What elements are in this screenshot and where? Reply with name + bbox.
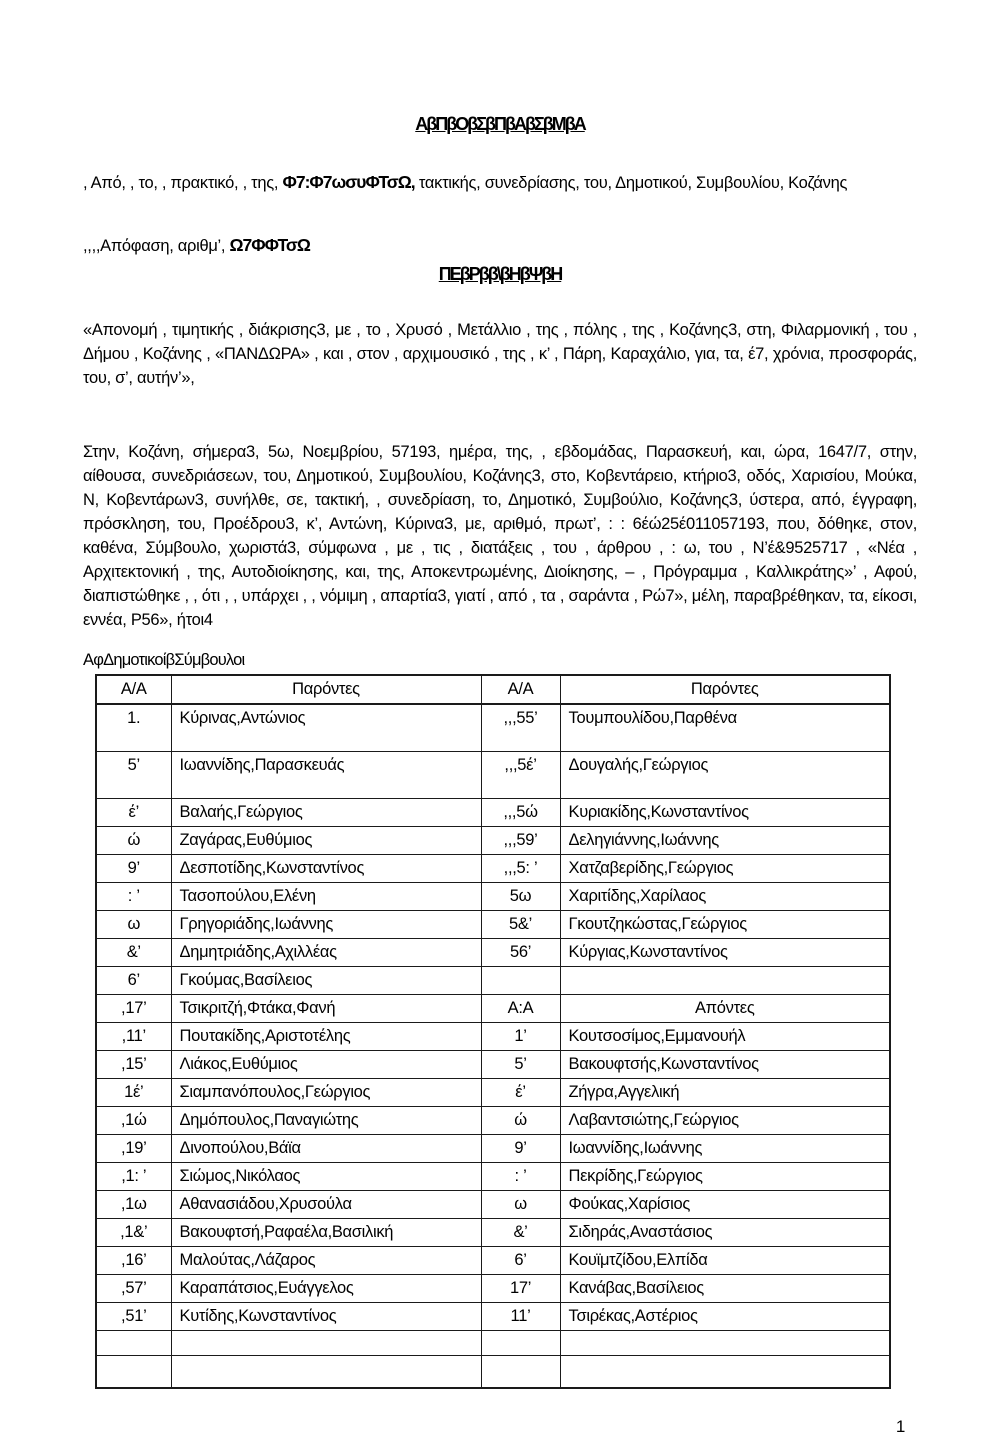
cell-member-number: ,,,5ώ — [481, 799, 560, 827]
cell-member-number: &’ — [96, 939, 171, 967]
cell-member-name — [171, 1356, 481, 1389]
cell-member-number: ,,,59’ — [481, 827, 560, 855]
table-row — [96, 855, 890, 883]
cell-member-name: Φούκας,Χαρίσιος — [560, 1191, 890, 1219]
cell-member-number: ω — [481, 1191, 560, 1219]
award-quote-paragraph: «Απονομή , τιμητικής , διάκρισης3, με , το , Χρυσό , Μετάλλιο , της , πόλης , της , Κοζάνης3, στη, Φιλαρμονική , του , Δήμου , Κοζάνης , «ΠΑΝΔΩΡΑ» , και , στον , αρχιμουσικό , της , κ’ , Πάρη, Καραχάλιο, για, τα, έ7, χρόνια, προσφοράς, του, σ’, αυτήν’», — [83, 321, 917, 387]
cell-member-name: Τουμπουλίδου,Παρθένα — [560, 704, 890, 752]
cell-member-name: Χατζαβερίδης,Γεώργιος — [560, 855, 890, 883]
table-row — [96, 1051, 890, 1079]
cell-member-number: : ’ — [96, 883, 171, 911]
table-row — [96, 1247, 890, 1275]
cell-member-name — [171, 1331, 481, 1356]
cell-member-number: ,,,5: ’ — [481, 855, 560, 883]
cell-member-name: Γρηγοριάδης,Ιωάννης — [171, 911, 481, 939]
table-row — [96, 911, 890, 939]
cell-member-name: Λαβαντσιώτης,Γεώργιος — [560, 1107, 890, 1135]
cell-member-name: Δημόπουλος,Παναγιώτης — [171, 1107, 481, 1135]
decision-number-line — [83, 233, 917, 258]
table-row — [96, 1079, 890, 1107]
cell-member-number: 56’ — [481, 939, 560, 967]
cell-member-number: ,17’ — [96, 995, 171, 1023]
council-members-table — [95, 674, 891, 1389]
cell-member-name: Κύργιας,Κωνσταντίνος — [560, 939, 890, 967]
table-body — [96, 704, 890, 1388]
table-row — [96, 1023, 890, 1051]
cell-member-number: 9’ — [96, 855, 171, 883]
page-number: 1 — [895, 1417, 905, 1436]
cell-member-name: Ζαγάρας,Ευθύμιος — [171, 827, 481, 855]
cell-member-name: Βακουφτσή,Ραφαέλα,Βασιλική — [171, 1219, 481, 1247]
table-row — [96, 1331, 890, 1356]
cell-member-name: Δεσποτίδης,Κωνσταντίνος — [171, 855, 481, 883]
cell-member-number: ,19’ — [96, 1135, 171, 1163]
cell-member-name: Δημητριάδης,Αχιλλέας — [171, 939, 481, 967]
table-header-row — [96, 675, 890, 704]
table-row — [96, 967, 890, 995]
cell-member-number: ,1ώ — [96, 1107, 171, 1135]
cell-member-number: ώ — [96, 827, 171, 855]
cell-member-number: 1έ’ — [96, 1079, 171, 1107]
cell-member-name: Γκουτζηκώστας,Γεώργιος — [560, 911, 890, 939]
header-cell-present-left: Παρόντες — [171, 675, 481, 704]
table-row — [96, 752, 890, 799]
cell-member-number: ,51’ — [96, 1303, 171, 1331]
table-row — [96, 799, 890, 827]
cell-member-name: Δινοπούλου,Βάϊα — [171, 1135, 481, 1163]
cell-member-number: ώ — [481, 1107, 560, 1135]
header-cell-aa-left: Α/Α — [96, 675, 171, 704]
cell-member-number: ,11’ — [96, 1023, 171, 1051]
cell-member-number: &’ — [481, 1219, 560, 1247]
cell-member-name: Καραπάτσιος,Ευάγγελος — [171, 1275, 481, 1303]
cell-member-name: Ιωαννίδης,Παρασκευάς — [171, 752, 481, 799]
cell-member-name: Σιδηράς,Αναστάσιος — [560, 1219, 890, 1247]
cell-member-name: Χαριτίδης,Χαρίλαος — [560, 883, 890, 911]
cell-member-name: Μαλούτας,Λάζαρος — [171, 1247, 481, 1275]
decision-text-pre: ,,,,Απόφαση, αριθμ’, — [83, 237, 230, 255]
cell-member-name — [560, 1331, 890, 1356]
table-row — [96, 1356, 890, 1389]
decision-text-bold: Ω7ΦΦΤσΩ — [229, 235, 310, 255]
cell-member-number — [481, 1331, 560, 1356]
cell-member-name: Τσικριτζή,Φτάκα,Φανή — [171, 995, 481, 1023]
cell-member-number: ,1: ’ — [96, 1163, 171, 1191]
cell-member-number: Α:Α — [481, 995, 560, 1023]
cell-member-name: Τασοπούλου,Ελένη — [171, 883, 481, 911]
header-cell-present-right: Παρόντες — [560, 675, 890, 704]
intro-text-pre: , Από, , το, , πρακτικό, , της, — [83, 174, 283, 192]
intro-text-bold: Φ7:Φ7ωσυΦΤσΩ, — [282, 172, 415, 192]
document-title: ΑβΠβΟβΣβΠβΑβΣβΜβΑ — [415, 114, 585, 134]
cell-member-number: 6’ — [96, 967, 171, 995]
cell-member-name: Βαλαής,Γεώργιος — [171, 799, 481, 827]
cell-member-number — [481, 967, 560, 995]
table-row — [96, 1135, 890, 1163]
cell-member-name: Κύρινας,Αντώνιος — [171, 704, 481, 752]
cell-member-name: Τσιρέκας,Αστέριος — [560, 1303, 890, 1331]
table-row — [96, 1303, 890, 1331]
cell-member-name: Λιάκος,Ευθύμιος — [171, 1051, 481, 1079]
cell-member-number: ,1&’ — [96, 1219, 171, 1247]
cell-member-name: Ιωαννίδης,Ιωάννης — [560, 1135, 890, 1163]
cell-member-number: έ’ — [96, 799, 171, 827]
cell-member-number: ,,,55’ — [481, 704, 560, 752]
cell-member-number: ,1ω — [96, 1191, 171, 1219]
cell-member-number: 17’ — [481, 1275, 560, 1303]
cell-member-name: Αθανασιάδου,Χρυσούλα — [171, 1191, 481, 1219]
cell-member-name: Κουτσοσίμος,Εμμανουήλ — [560, 1023, 890, 1051]
cell-member-number: 6’ — [481, 1247, 560, 1275]
cell-member-name: Πουτακίδης,Αριστοτέλης — [171, 1023, 481, 1051]
table-row — [96, 1219, 890, 1247]
cell-member-number: ω — [96, 911, 171, 939]
summary-heading: ΠΕβΡββ\βΗβΨβΗ — [438, 264, 562, 284]
header-cell-aa-right: Α/Α — [481, 675, 560, 704]
cell-member-number: 5ω — [481, 883, 560, 911]
cell-member-number: ,16’ — [96, 1247, 171, 1275]
cell-member-number: 11’ — [481, 1303, 560, 1331]
cell-member-number: ,57’ — [96, 1275, 171, 1303]
cell-member-name: Ζήγρα,Αγγελική — [560, 1079, 890, 1107]
table-row — [96, 939, 890, 967]
table-row — [96, 1191, 890, 1219]
cell-member-name: Δουγαλής,Γεώργιος — [560, 752, 890, 799]
table-row — [96, 1107, 890, 1135]
cell-member-name — [560, 1356, 890, 1389]
cell-member-name: Γκούμας,Βασίλειος — [171, 967, 481, 995]
cell-member-name: Κυτίδης,Κωνσταντίνος — [171, 1303, 481, 1331]
cell-member-name: Κανάβας,Βασίλειος — [560, 1275, 890, 1303]
cell-member-number: ,,,5έ’ — [481, 752, 560, 799]
cell-member-number: 1. — [96, 704, 171, 752]
table-row — [96, 704, 890, 752]
cell-member-name: Κυριακίδης,Κωνσταντίνος — [560, 799, 890, 827]
cell-member-name — [560, 967, 890, 995]
cell-member-name: Απόντες — [560, 995, 890, 1023]
cell-member-name: Σιώμος,Νικόλαος — [171, 1163, 481, 1191]
cell-member-name: Βακουφτσής,Κωνσταντίνος — [560, 1051, 890, 1079]
cell-member-number: ,15’ — [96, 1051, 171, 1079]
cell-member-number: 1’ — [481, 1023, 560, 1051]
cell-member-name: Δεληγιάννης,Ιωάννης — [560, 827, 890, 855]
cell-member-number: 5’ — [481, 1051, 560, 1079]
cell-member-name: Πεκρίδης,Γεώργιος — [560, 1163, 890, 1191]
intro-paragraph — [83, 170, 917, 195]
cell-member-number: : ’ — [481, 1163, 560, 1191]
intro-text-post: τακτικής, συνεδρίασης, του, Δημοτικού, Συμβουλίου, Κοζάνης — [414, 174, 848, 192]
cell-member-number — [96, 1356, 171, 1389]
table-row — [96, 1275, 890, 1303]
table-row — [96, 1163, 890, 1191]
table-row — [96, 883, 890, 911]
session-paragraph: Στην, Κοζάνη, σήμερα3, 5ω, Νοεμβρίου, 57193, ημέρα, της, , εβδομάδας, Παρασκευή, και, ώρα, 1647/7, στην, αίθουσα, συνεδριάσεων, του, Δημοτικού, Συμβουλίου, Κοζάνης3, στο, Κοβεντάρειο, κτήριο3, οδός, Χαρισίου, Μούκα, Ν, Κοβεντάρων3, συνήλθε, σε, τακτική, , συνεδρίαση, το, Δημοτικό, Συμβούλιο, Κοζάνης3, ύστερα, από, έγγραφη, πρόσκληση, του, Προέδρου3, κ’, Αντώνη, Κύρινα3, με, αριθμό, πρωτ’, : : 6έώ25έ011057193, που, δόθηκε, στον, καθένα, Σύμβουλο, χωριστά3, σύμφωνα , με , τις , διατάξεις , του , άρθρου , : ω, του , Ν’έ&9525717 , «Νέα , Αρχιτεκτονική , της, Αυτοδιοίκησης, και, της, Αποκεντρωμένης, Διοίκησης, – , Πρόγραμμα , Καλλικράτης»’ , Αφού, διαπιστώθηκε , , ότι , , υπάρχει , , νόμιμη , απαρτία3, γιατί , από , τα , σαράντα , Ρώ7», μέλη, παραβρέθηκαν, τα, είκοσι, εννέα, Ρ56», ήτοι4 — [83, 443, 917, 629]
table-row-absent-header — [96, 995, 890, 1023]
table-row — [96, 827, 890, 855]
cell-member-number: 5’ — [96, 752, 171, 799]
cell-member-name: Κουϊμτζίδου,Ελπίδα — [560, 1247, 890, 1275]
cell-member-number: 5&’ — [481, 911, 560, 939]
cell-member-number — [481, 1356, 560, 1389]
section-label-council-members: ΑφΔημοτικοίβΣύμβουλοι — [83, 651, 245, 669]
cell-member-number — [96, 1331, 171, 1356]
cell-member-number: έ’ — [481, 1079, 560, 1107]
cell-member-number: 9’ — [481, 1135, 560, 1163]
cell-member-name: Σιαμπανόπουλος,Γεώργιος — [171, 1079, 481, 1107]
